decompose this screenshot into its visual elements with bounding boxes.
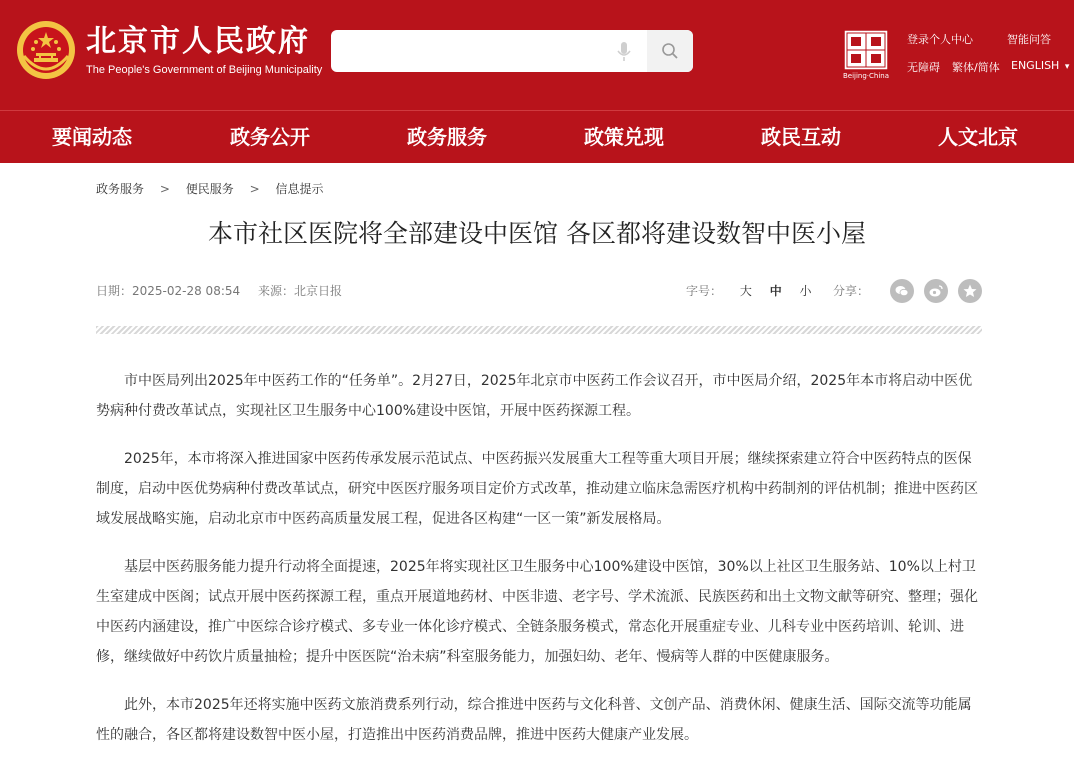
english-link[interactable] [1011,59,1069,72]
font-size-label: 字号： [686,284,723,298]
nav-item-culture[interactable]: 人文北京 [938,125,1018,149]
nav-item-interaction[interactable]: 政民互动 [761,125,841,149]
font-size-large[interactable]: 大 [739,284,752,298]
wechat-icon[interactable] [890,279,914,303]
personal-center-link[interactable]: 登录个人中心 [907,33,973,46]
article-body [96,366,982,768]
font-size-switcher [686,282,812,299]
article-source: 来源：北京日报 [257,284,342,298]
site-subtitle: The People's Government of Beijing Municipality [86,64,323,76]
seal-caption: Beijing·China [842,72,890,80]
breadcrumb-separator: > [249,182,260,196]
article-date: 日期：2025-02-28 08:54 [96,284,241,298]
main-nav [0,110,1074,163]
article-paragraph: 此外，本市2025年还将实施中医药文旅消费系列行动，综合推进中医药与文化科普、文创产品、消费休闲、健康生活、国际交流等功能属性的融合，各区都将建设数智中医小屋，打造推出中医药消费品牌，推进中医药大健康产业发展。 [96,697,972,743]
article-paragraph: 基层中医药服务能力提升行动将全面提速，2025年将实现社区卫生服务中心100%建设中医馆，30%以上社区卫生服务站、10%以上村卫生室建成中医阁；试点开展中医药探源工程，重点开展道地药材、中医非遗、老字号、学术流派、民族医药和出土文物文献等研究、整理；强化中医药内涵建设，推广中医综合诊疗模式、多专业一体化诊疗模式、全链条服务模式，常态化开展重症专业、儿科专业中医药培训、轮训、进修，继续做好中药饮片质量抽检；提升中医医院“治未病”科室服务能力，加强妇幼、老年、慢病等人群的中医健康服务。 [96,559,978,665]
nav-item-news[interactable]: 要闻动态 [52,125,132,149]
hatched-divider [96,326,982,334]
nav-item-gov-affairs[interactable]: 政务公开 [230,125,310,149]
nav-item-services[interactable]: 政务服务 [407,125,487,149]
breadcrumb-separator: > [159,182,170,196]
breadcrumb [96,180,323,197]
search-button[interactable] [647,30,693,72]
breadcrumb-item[interactable]: 便民服务 [185,182,234,196]
nav-item-policies[interactable]: 政策兑现 [584,125,664,149]
chevron-down-icon: ▾ [1064,62,1070,72]
search-input[interactable] [331,30,621,72]
smart-qa-link[interactable]: 智能问答 [1007,33,1051,46]
site-title[interactable]: 北京市人民政府 [86,24,310,59]
site-header [0,0,1074,110]
favorite-icon[interactable] [958,279,982,303]
font-size-medium[interactable]: 中 [769,284,782,298]
search-icon [661,42,679,60]
article-paragraph: 2025年，本市将深入推进国家中医药传承发展示范试点、中医药振兴发展重大工程等重大项目开展；继续探索建立符合中医药特点的医保制度，启动中医优势病种付费改革试点，研究中医医疗服务项目定价方式改革，推动建立临床急需医疗机构中药制剂的评估机制；推进中医药区域发展战略实施，启动北京市中医药高质量发展工程，促进各区构建“一区一策”新发展格局。 [96,451,978,527]
article-title: 本市社区医院将全部建设中医馆 各区都将建设数智中医小屋 [208,219,866,248]
national-emblem-icon[interactable] [16,20,76,80]
breadcrumb-item[interactable]: 信息提示 [275,182,324,196]
breadcrumb-item[interactable]: 政务服务 [96,182,145,196]
font-size-small[interactable]: 小 [799,284,812,298]
microphone-icon[interactable] [616,41,632,63]
article-paragraph: 市中医局列出2025年中医药工作的“任务单”。2月27日，2025年北京市中医药工作会议召开，市中医局介绍，2025年本市将启动中医优势病种付费改革试点，实现社区卫生服务中心100%建设中医馆，开展中医药探源工程。 [96,373,973,419]
search-box [331,30,693,72]
accessibility-link[interactable]: 无障碍 [907,61,940,74]
weibo-icon[interactable] [924,279,948,303]
traditional-simplified-link[interactable]: 繁体/简体 [952,61,1000,74]
share-label: 分享： [833,284,870,298]
article-meta [96,282,356,299]
english-label: ENGLISH [1011,59,1060,72]
